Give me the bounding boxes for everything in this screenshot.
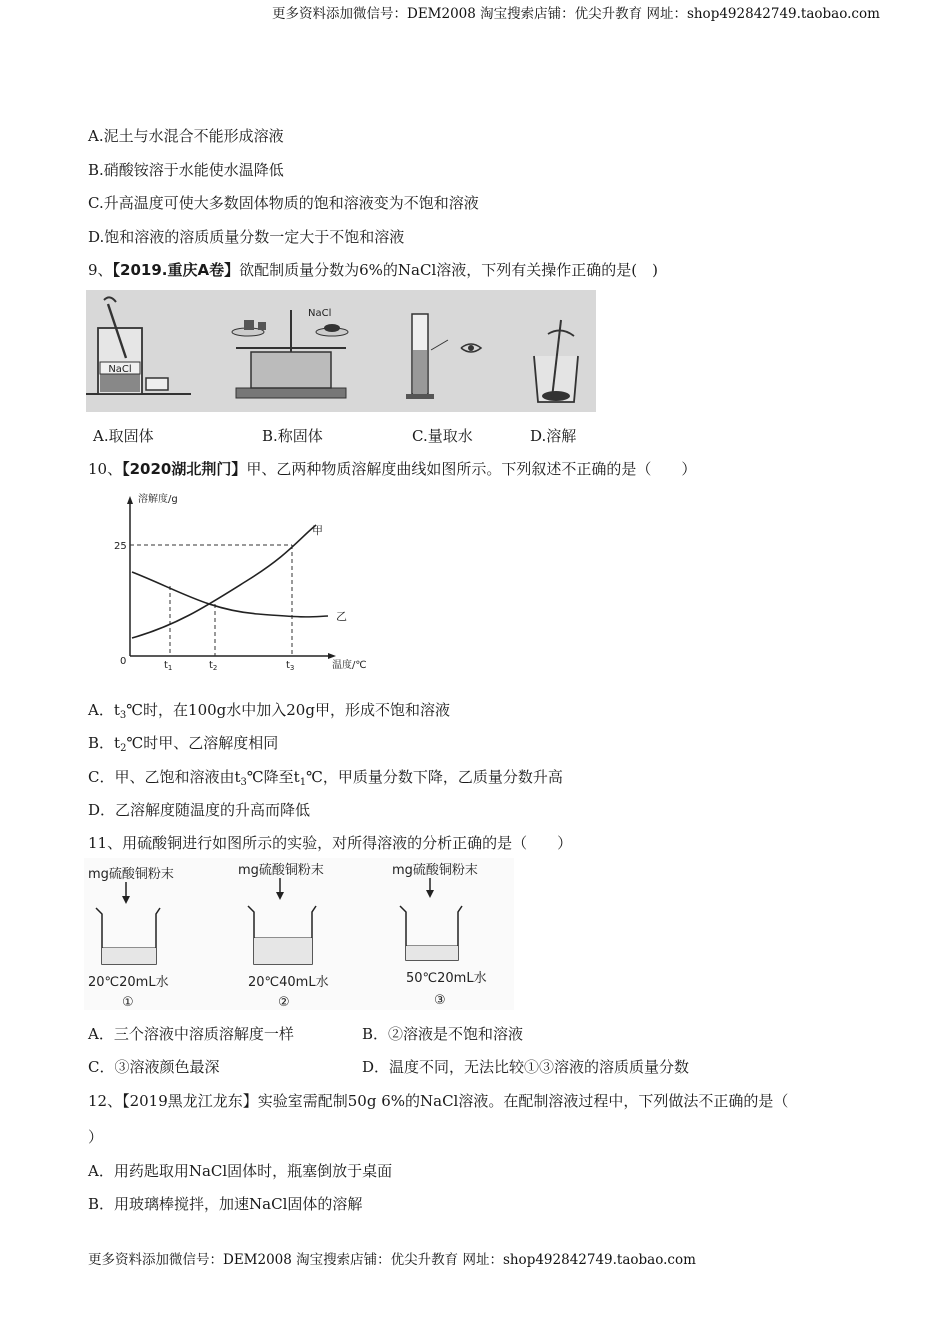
q11-stem: 11、用硫酸铜进行如图所示的实验，对所得溶液的分析正确的是（ ）: [88, 834, 573, 852]
curve-yi: [132, 572, 328, 617]
q12-stem-line1: 12、【2019黑龙江龙东】实验室需配制50g 6%的NaCl溶液。在配制溶液过程中，下列做法不正确的是（: [88, 1092, 789, 1110]
chart-ylabel: 溶解度/g: [138, 494, 178, 505]
q10-solubility-chart: [108, 490, 388, 678]
beaker1-mark: ①: [122, 995, 134, 1010]
beaker2-bottom-label: 20℃40mL水: [248, 975, 329, 990]
q8-option-b: B.硝酸铵溶于水能使水温降低: [88, 161, 284, 179]
q9-option-d: D.溶解: [530, 427, 577, 445]
chart-origin: 0: [120, 656, 127, 667]
q9-bottle-label: NaCl: [108, 364, 132, 375]
q9-option-c: C.量取水: [412, 427, 473, 445]
beaker1-top-label: mg硫酸铜粉末: [88, 867, 174, 882]
curve-label-yi: 乙: [336, 610, 347, 623]
q10-number: 10、: [88, 460, 123, 478]
q9-balance-label: NaCl: [308, 308, 332, 319]
beaker3-top-label: mg硫酸铜粉末: [392, 863, 478, 878]
q8-option-a: A.泥土与水混合不能形成溶液: [88, 127, 284, 145]
q9-text: 欲配制质量分数为6%的NaCl溶液，下列有关操作正确的是( ): [239, 261, 658, 279]
beaker3-mark: ③: [434, 993, 446, 1008]
page-header: 更多资料添加微信号：DEM2008 淘宝搜索店铺：优尖升教育 网址：shop492842749.taobao.com: [272, 6, 880, 22]
stopper-icon: [146, 378, 168, 390]
chart-ytick-25: 25: [114, 541, 127, 552]
q9-option-b: B.称固体: [262, 427, 323, 445]
q10-text: 甲、乙两种物质溶解度曲线如图所示。下列叙述不正确的是（ ）: [246, 460, 697, 478]
q11-option-a: A．三个溶液中溶质溶解度一样: [88, 1025, 294, 1043]
q9-figure-drawing: [86, 290, 596, 412]
q10-option-a: A．$t_3℃$时，在100g水中加入20g甲，形成不饱和溶液: [88, 701, 450, 721]
chart-xlabel: 温度/℃: [332, 660, 367, 671]
q12-option-a: A．用药匙取用NaCl固体时，瓶塞倒放于桌面: [88, 1162, 393, 1180]
y-axis-arrow-icon: [127, 496, 133, 504]
q10-option-b: B．$t_2℃$时甲、乙溶解度相同: [88, 734, 279, 754]
q11-option-d: D．温度不同，无法比较①③溶液的溶质质量分数: [362, 1058, 690, 1076]
q9-operations-figure: [86, 290, 596, 412]
q11-beakers-figure: [84, 858, 514, 1010]
beaker3-bottom-label: 50℃20mL水: [406, 971, 487, 986]
curve-label-jia: 甲: [312, 524, 323, 537]
q9-option-a: A.取固体: [93, 427, 154, 445]
q10-option-c: C．甲、乙饱和溶液由$t_3℃$降至$t_1℃$，甲质量分数下降，乙质量分数升高: [88, 768, 563, 788]
chart-xtick-t2: $t_2$: [209, 660, 218, 672]
q8-option-c: C.升高温度可使大多数固体物质的饱和溶液变为不饱和溶液: [88, 194, 479, 212]
q10-option-d: D．乙溶解度随温度的升高而降低: [88, 801, 311, 819]
chart-xtick-t1: $t_1$: [164, 660, 173, 672]
q12-option-b: B．用玻璃棒搅拌，加速NaCl固体的溶解: [88, 1195, 363, 1213]
beaker2-mark: ②: [278, 995, 290, 1010]
chart-xtick-t3: $t_3$: [286, 660, 295, 672]
q11-option-c: C．③溶液颜色最深: [88, 1058, 220, 1076]
curve-jia: [132, 525, 316, 638]
q11-option-b: B．②溶液是不饱和溶液: [362, 1025, 524, 1043]
q8-option-d: D.饱和溶液的溶质质量分数一定大于不饱和溶液: [88, 228, 405, 246]
beaker2-top-label: mg硫酸铜粉末: [238, 863, 324, 878]
beaker1-bottom-label: 20℃20mL水: [88, 975, 169, 990]
q9-number: 9、: [88, 261, 113, 279]
q9-source: 【2019.重庆A卷】: [112, 261, 240, 279]
q12-stem-line2: ）: [88, 1128, 104, 1146]
page-footer: 更多资料添加微信号：DEM2008 淘宝搜索店铺：优尖升教育 网址：shop492842749.taobao.com: [88, 1252, 696, 1268]
q9-stem: [88, 260, 658, 280]
x-axis-arrow-icon: [328, 653, 336, 659]
q10-source: 【2020湖北荆门】: [122, 460, 247, 478]
q10-stem: [88, 459, 696, 479]
